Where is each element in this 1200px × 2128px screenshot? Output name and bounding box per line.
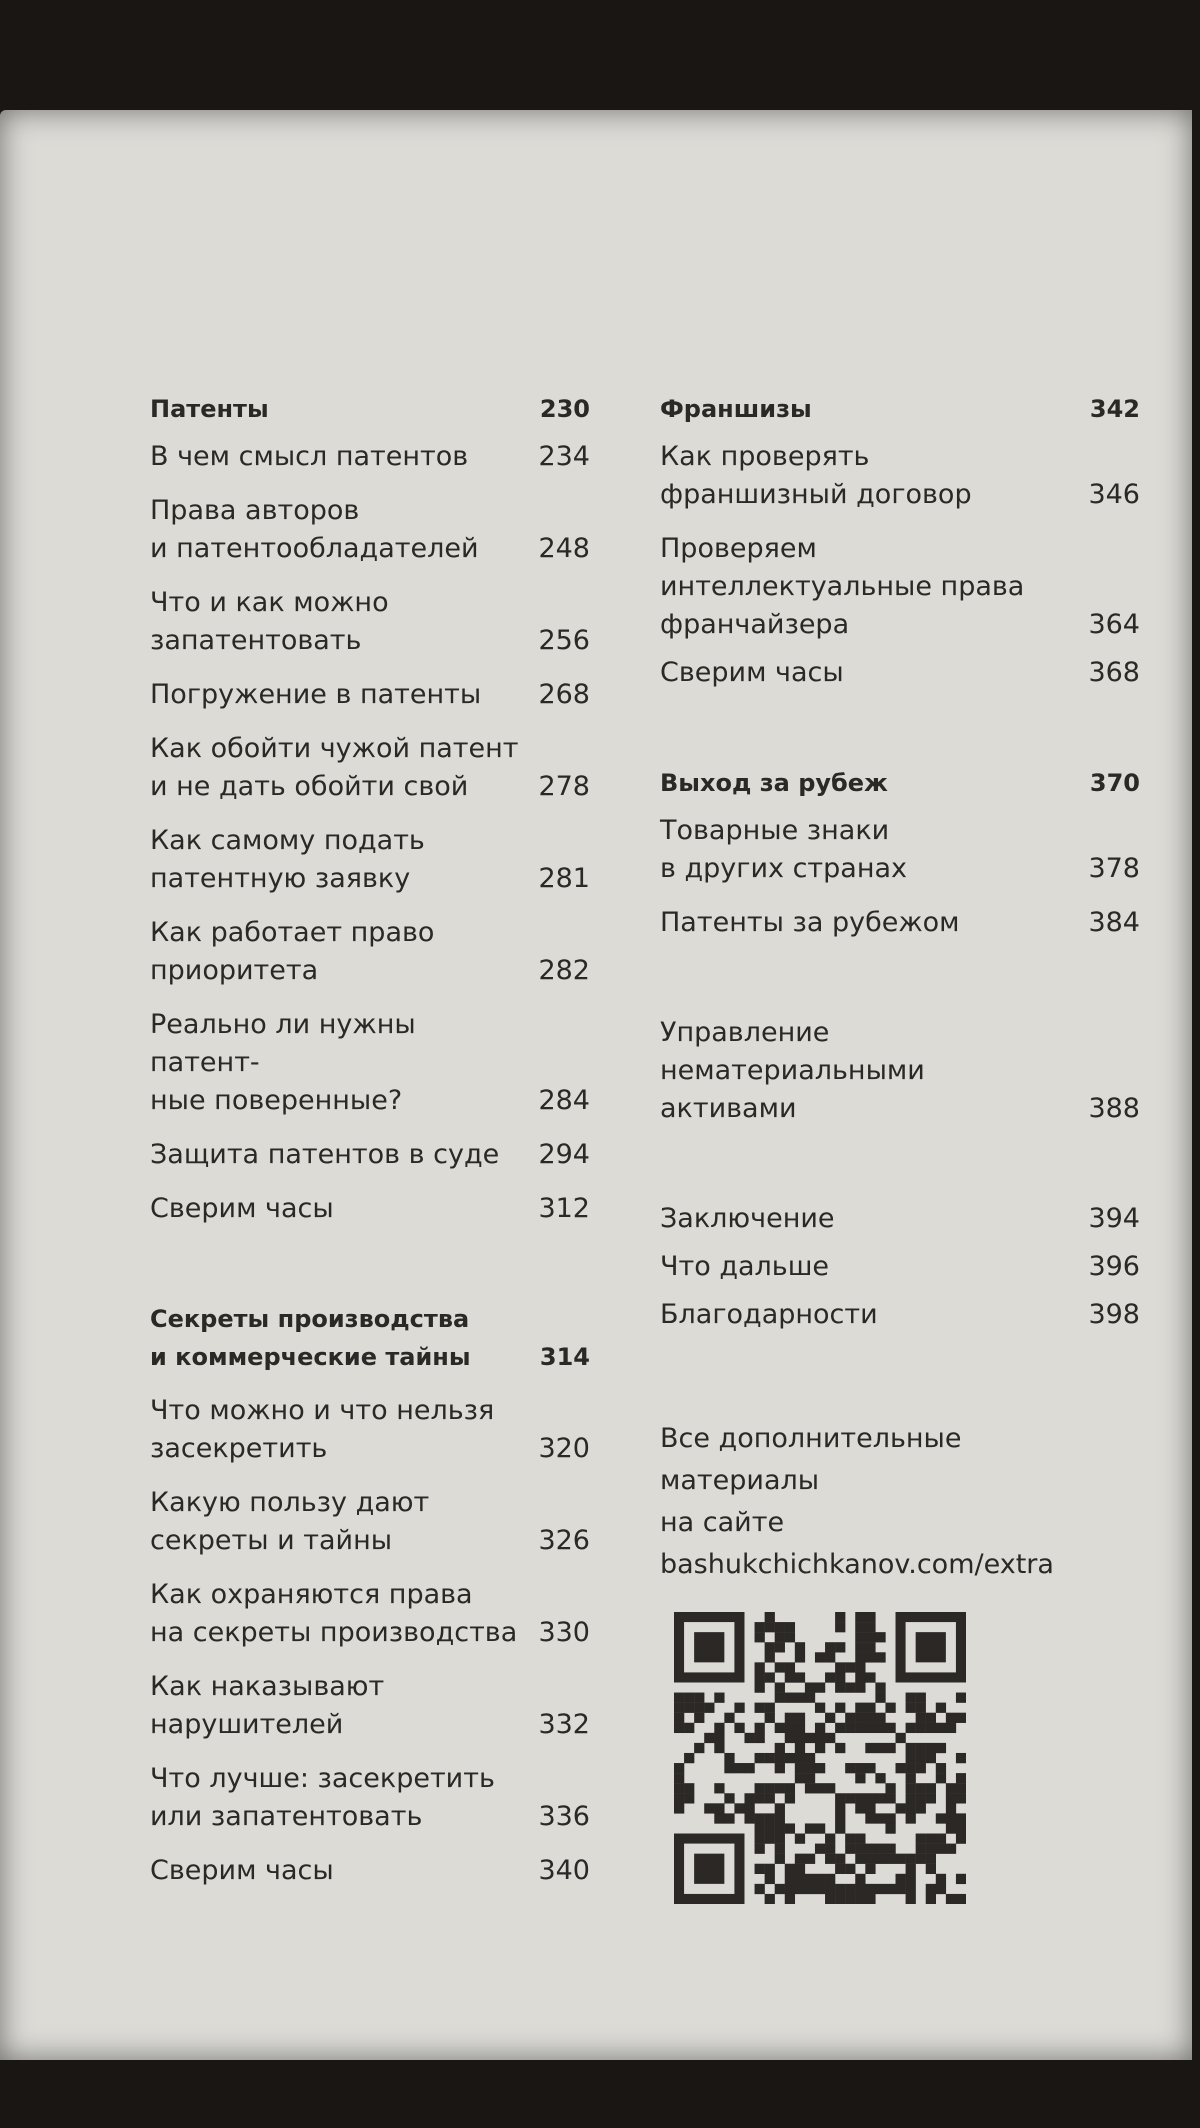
toc-entry-title: Реально ли нужны патент- ные поверенные? <box>150 1009 416 1116</box>
toc-entry <box>150 676 590 714</box>
toc-entry-title: Как самому подать патентную заявку <box>150 825 425 894</box>
toc-entry <box>150 1136 590 1174</box>
toc-entry <box>150 1392 590 1468</box>
toc-entry-title: Что и как можно запатентовать <box>150 587 389 656</box>
toc-entry-title: Погружение в патенты <box>150 679 482 710</box>
toc-page-number: 340 <box>538 1855 590 1886</box>
toc-entry <box>660 438 1140 514</box>
toc-page-number: 256 <box>538 625 590 656</box>
toc-section-heading <box>150 390 590 428</box>
toc-page-number: 342 <box>1089 395 1140 423</box>
toc-entry <box>660 530 1140 644</box>
toc-page-number: 326 <box>538 1525 590 1556</box>
toc-page-number: 268 <box>538 679 590 710</box>
note-line-1: Все дополнительные <box>660 1423 962 1454</box>
toc-entry-title: Как охраняются права на секреты производства <box>150 1579 518 1648</box>
toc-page-number: 378 <box>1088 853 1140 884</box>
toc-page-number: 330 <box>538 1617 590 1648</box>
toc-entry <box>150 1006 590 1120</box>
toc-entry <box>150 584 590 660</box>
qr-code-icon[interactable] <box>674 1612 966 1904</box>
toc-entry-title: Как проверять франшизный договор <box>660 441 972 510</box>
toc-page-number: 398 <box>1088 1299 1140 1330</box>
toc-page-number: 284 <box>538 1085 590 1116</box>
toc-entry <box>660 654 1140 692</box>
toc-left-column <box>150 390 590 1890</box>
toc-entry <box>150 492 590 568</box>
toc-entry <box>660 1014 1140 1128</box>
toc-page-number: 314 <box>539 1343 590 1371</box>
toc-section-heading <box>660 764 1140 802</box>
toc-entry <box>660 1248 1140 1286</box>
note-line-2: материалы <box>660 1465 820 1496</box>
toc-page-number: 368 <box>1088 657 1140 688</box>
toc-entry-title: Что можно и что нельзя засекретить <box>150 1395 495 1464</box>
toc-page-number: 312 <box>538 1193 590 1224</box>
toc-entry <box>150 438 590 476</box>
toc-entry-title: Патенты за рубежом <box>660 907 960 938</box>
toc-entry-title: Какую пользу дают секреты и тайны <box>150 1487 430 1556</box>
toc-entry-title: Секреты производства и коммерческие тайны <box>150 1305 471 1371</box>
toc-entry <box>660 904 1140 942</box>
toc-page-number: 234 <box>538 441 590 472</box>
toc-page-number: 294 <box>538 1139 590 1170</box>
toc-page-number: 336 <box>538 1801 590 1832</box>
toc-entry <box>660 1200 1140 1238</box>
toc-page-number: 332 <box>538 1709 590 1740</box>
toc-entry-title: Как работает право приоритета <box>150 917 435 986</box>
toc-entry-title: Как наказывают нарушителей <box>150 1671 385 1740</box>
toc-entry <box>150 1668 590 1744</box>
extra-materials-note <box>660 1418 1140 1586</box>
toc-entry-title: Защита патентов в суде <box>150 1139 500 1170</box>
toc-entry <box>150 822 590 898</box>
toc-entry-title: Что дальше <box>660 1251 830 1282</box>
toc-page-number: 346 <box>1088 479 1140 510</box>
toc-entry <box>150 1576 590 1652</box>
toc-entry-title: Права авторов и патентообладателей <box>150 495 479 564</box>
toc-entry <box>660 1296 1140 1334</box>
toc-page-number: 282 <box>538 955 590 986</box>
toc-page-number: 370 <box>1089 769 1140 797</box>
note-line-3: на сайте <box>660 1507 785 1538</box>
toc-entry <box>150 1852 590 1890</box>
toc-page-number: 230 <box>539 395 590 423</box>
toc-entry-title: Что лучше: засекретить или запатентовать <box>150 1763 495 1832</box>
toc-entry <box>150 1484 590 1560</box>
toc-entry-title: Патенты <box>150 395 269 423</box>
toc-entry-title: Заключение <box>660 1203 835 1234</box>
toc-entry <box>150 914 590 990</box>
toc-entry-title: Франшизы <box>660 395 812 423</box>
extra-url-link[interactable]: bashukchichkanov.com/extra <box>660 1549 1054 1580</box>
toc-page-number: 394 <box>1088 1203 1140 1234</box>
toc-entry <box>150 1760 590 1836</box>
toc-entry-title: Проверяем интеллектуальные права франчайзера <box>660 533 1025 640</box>
toc-entry-title: Благодарности <box>660 1299 878 1330</box>
toc-page-number: 396 <box>1088 1251 1140 1282</box>
toc-page-number: 388 <box>1088 1093 1140 1124</box>
toc-section-heading <box>150 1300 590 1376</box>
toc-entry-title: Выход за рубеж <box>660 769 888 797</box>
toc-entry <box>150 1190 590 1228</box>
toc-page-number: 281 <box>538 863 590 894</box>
toc-entry-title: Сверим часы <box>660 657 844 688</box>
toc-entry-title: Сверим часы <box>150 1193 334 1224</box>
toc-entry-title: Как обойти чужой патент и не дать обойти свой <box>150 733 519 802</box>
toc-page-number: 248 <box>538 533 590 564</box>
toc-page-number: 278 <box>538 771 590 802</box>
book-page <box>0 110 1192 2060</box>
toc-page-number: 320 <box>538 1433 590 1464</box>
toc-page-number: 384 <box>1088 907 1140 938</box>
toc-entry <box>150 730 590 806</box>
toc-section-heading <box>660 390 1140 428</box>
toc-entry-title: Товарные знаки в других странах <box>660 815 908 884</box>
toc-page-number: 364 <box>1088 609 1140 640</box>
toc-right-column <box>660 390 1140 1908</box>
toc-entry-title: Сверим часы <box>150 1855 334 1886</box>
toc-entry <box>660 812 1140 888</box>
toc-entry-title: Управление нематериальными активами <box>660 1017 925 1124</box>
toc-entry-title: В чем смысл патентов <box>150 441 469 472</box>
